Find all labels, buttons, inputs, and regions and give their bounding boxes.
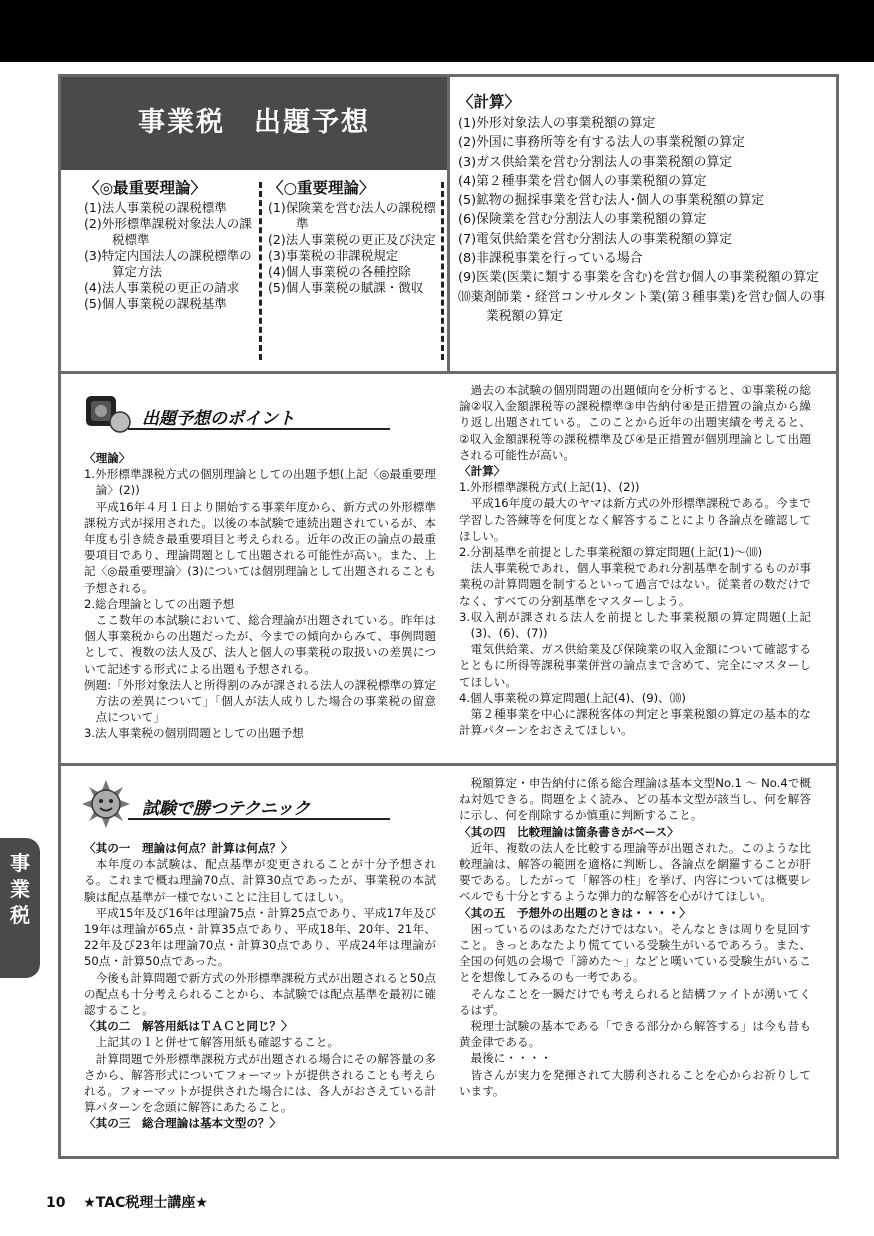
list-item: (3)ガス供給業を営む分割法人の事業税額の算定 bbox=[458, 154, 733, 170]
paragraph: 電気供給業、ガス供給業及び保険業の収入金額について確認するとともに所得等課税事業併営の論点まで含めて、完全にマスターしてほしい。 bbox=[459, 642, 811, 689]
paragraph: 最後に・・・・ bbox=[470, 1051, 552, 1066]
list-item: (5)個人事業税の賦課・徴収 bbox=[268, 280, 424, 295]
list-item: (5)鉱物の掘採事業を営む法人･個人の事業税額の算定 bbox=[458, 193, 765, 209]
section-divider-middle bbox=[58, 763, 839, 766]
top-black-bar bbox=[0, 0, 874, 62]
paragraph: 上記其の１と併せて解答用紙も確認すること。 bbox=[95, 1035, 340, 1050]
paragraph: 3.法人事業税の個別問題としての出題予想 bbox=[84, 726, 304, 741]
list-item: (7)電気供給業を営む分割法人の事業税額の算定 bbox=[458, 231, 733, 247]
paragraph: 第２種事業を中心に課税客体の判定と事業税額の算定の基本的な計算パターンをおさえてほしい。 bbox=[459, 707, 811, 738]
paragraph: 4.個人事業税の算定問題(上記(4)、(9)、⑽) bbox=[459, 690, 686, 705]
paragraph: 平成16年４月１日より開始する事業年度から、新方式の外形標準課税方式が採用された。以後の本試験で連続出題されているが、本年度も引き続き最重要項目と考えられる。近年の改正の論点の最重要項目であり、理論問題として出題される可能性が高い。また、上記〈◎最重要理論〉(3)については個別理論として出題されることも予想される。 bbox=[84, 499, 436, 595]
paragraph: ここ数年の本試験において、総合理論が出題されている。昨年は個人事業税からの出題だったが、今までの傾向からみて、事例問題として、複数の法人及び、法人と個人の事業税の取扱いの差異について記述する形式による出題も予想される。 bbox=[84, 613, 436, 676]
technique-right-column bbox=[459, 775, 811, 1099]
list-item: (1)法人事業税の課税標準 bbox=[84, 200, 227, 215]
most-important-heading: 〈◎最重要理論〉 bbox=[84, 179, 207, 197]
page-number: 10 bbox=[46, 1195, 66, 1211]
calc-heading: 〈計算〉 bbox=[458, 93, 521, 111]
paragraph: そんなことを一瞬だけでも考えられると結構ファイトが湧いてくるはず。 bbox=[459, 986, 811, 1017]
paragraph: 今後も計算問題で新方式の外形標準課税方式が出題されると50点の配点も十分考えられることから、本試験では配点基準を最初に確認すること。 bbox=[84, 970, 436, 1018]
list-item: (4)法人事業税の更正の請求 bbox=[84, 280, 240, 295]
technique-left-column bbox=[84, 840, 436, 1132]
list-item: (3)事業税の非課税規定 bbox=[268, 248, 399, 263]
subheading: 〈其の一 理論は何点？計算は何点？〉 bbox=[84, 841, 293, 855]
technique-heading-block bbox=[82, 782, 402, 832]
most-important-list bbox=[84, 200, 254, 312]
paragraph: 困っているのはあなただけではない。そんなときは周りを見回すこと。きっとあなたより慌てている受験生がいるであろう。また、全国の何処の会場で「諦めた～」などと嘆いている受験生がいることを想像してみるのも一考である。 bbox=[459, 921, 811, 985]
camera-icon bbox=[82, 392, 134, 436]
most-important-theory-block bbox=[84, 178, 254, 312]
paragraph: 1.外形標準課税方式(上記(1)、(2)) bbox=[459, 480, 640, 495]
paragraph: 1.外形標準課税方式の個別理論としての出題予想(上記〈◎最重要理論〉(2)) bbox=[84, 467, 436, 498]
dashed-divider-1 bbox=[259, 182, 262, 360]
paragraph: 税理士試験の基本である「できる部分から解答する」は今も昔も黄金律である。 bbox=[459, 1019, 811, 1050]
subheading: 〈其の三 総合理論は基本文型の？〉 bbox=[84, 1116, 282, 1131]
list-item: (6)保険業を営む分割法人の事業税額の算定 bbox=[458, 212, 707, 228]
paragraph: 近年、複数の法人を比較する理論等が出題された。このような比較理論は、解答の範囲を適格に判断し、各論点を網羅することが肝要である。したがって「解答の柱」を挙げ、内容については概要レベルでも十分とするような弾力的な解答を心がけてほしい。 bbox=[459, 840, 811, 904]
page-footer bbox=[46, 1192, 208, 1212]
paragraph: 計算問題で外形標準課税方式が出題される場合にその解答量の多さから、解答形式についてフォーマットが提供されることも考えられる。フォーマットが提供された場合には、各人がおさえている計算パターンを念頭に解答にあたること。 bbox=[84, 1051, 436, 1115]
list-item: (9)医業(医業に類する事業を含む)を営む個人の事業税額の算定 bbox=[458, 270, 819, 286]
dashed-divider-2 bbox=[441, 182, 444, 360]
subheading: 〈其の二 解答用紙はＴＡＣと同じ？〉 bbox=[84, 1019, 293, 1034]
list-item: ⑽薬剤師業・経営コンサルタント業(第３種事業)を営む個人の事業税額の算定 bbox=[458, 289, 826, 324]
technique-heading: 試験で勝つテクニック bbox=[142, 799, 311, 819]
paragraph: 税額算定・申告納付に係る総合理論は基本文型No.1 ～ No.4で概ね対処できる。問題をよく読み、どの基本文型が該当し、何を解答に示し、何を削除するか慎重に判断すること。 bbox=[459, 776, 811, 823]
important-list bbox=[268, 200, 440, 296]
paragraph: 平成15年及び16年は理論75点・計算25点であり、平成17年及び19年は理論が65点・計算35点であり、平成18年、20年、21年、22年及び23年は理論70点・計算30点であり、平成24年は理論が50点・計算50点であった。 bbox=[84, 905, 437, 969]
list-item: (4)第２種事業を営む個人の事業税額の算定 bbox=[458, 173, 707, 189]
paragraph: 本年度の本試験は、配点基準が変更されることが十分予想される。これまで概ね理論70点、計算30点であったが、事業税の本試験は配点基準が一様でないことに注目してほしい。 bbox=[84, 857, 436, 904]
paragraph: 例題:「外形対象法人と所得割のみが課される法人の課税標準の算定方法の差異について」「個人が法人成りした場合の事業税の留意点について」 bbox=[84, 677, 436, 725]
points-heading-block bbox=[82, 392, 402, 442]
subheading: 〈理論〉 bbox=[84, 451, 131, 465]
list-item: (1)外形対象法人の事業税額の算定 bbox=[458, 116, 656, 131]
subheading: 〈計算〉 bbox=[459, 464, 506, 479]
list-item: (8)非課税事業を行っている場合 bbox=[458, 251, 643, 267]
paragraph: 2.総合理論としての出題予想 bbox=[84, 596, 235, 611]
footer-brand: ★TAC税理士講座★ bbox=[83, 1195, 208, 1211]
calc-block bbox=[458, 92, 826, 326]
subheading: 〈其の四 比較理論は箇条書きがベース〉 bbox=[459, 824, 679, 839]
points-heading: 出題予想のポイント bbox=[142, 409, 295, 429]
paragraph: 皆さんが実力を発揮されて大勝利されることを心からお祈りしています。 bbox=[459, 1067, 811, 1098]
list-item: (2)外国に事務所等を有する法人の事業税額の算定 bbox=[458, 135, 745, 151]
top-column-divider bbox=[447, 74, 450, 371]
subheading: 〈其の五 予想外の出題のときは・・・・〉 bbox=[459, 905, 691, 920]
section-divider-top bbox=[58, 371, 839, 374]
list-item: (2)法人事業税の更正及び決定 bbox=[268, 232, 436, 247]
paragraph: 過去の本試験の個別問題の出題傾向を分析すると、①事業税の総論②収入金額課税等の課税標準③申告納付④是正措置の論点から繰り返し出題されている。このことから近年の出題実績を考えると、②収入金額課税等の課税標準及び④是正措置が個別理論として出題される可能性が高い。 bbox=[459, 383, 811, 462]
important-theory-block bbox=[268, 178, 440, 296]
side-chapter-label: 事業税 bbox=[10, 851, 30, 927]
paragraph: 法人事業税であれ、個人事業税であれ分割基準を制するものが事業税の計算問題を制するといって過言ではない。従業者の数だけでなく、すべての分割基準をマスターしよう。 bbox=[459, 561, 811, 608]
list-item: (4)個人事業税の各種控除 bbox=[268, 264, 411, 279]
sun-face-icon bbox=[82, 780, 134, 830]
paragraph: 2.分割基準を前提とした事業税額の算定問題(上記(1)～⑽) bbox=[459, 545, 763, 560]
list-item: (5)個人事業税の課税基準 bbox=[84, 296, 227, 311]
calc-list bbox=[458, 114, 826, 326]
page-title: 事業税 出題予想 bbox=[138, 107, 370, 138]
paragraph: 3.収入割が課される法人を前提とした事業税額の算定問題(上記(3)、(6)、(7)) bbox=[459, 609, 811, 641]
points-right-column bbox=[459, 382, 811, 738]
list-item: (2)外形標準課税対象法人の課税標準 bbox=[84, 216, 252, 247]
paragraph: 平成16年度の最大のヤマは新方式の外形標準課税である。今まで学習した答練等を何度となく解答することにより各論点を確認してほしい。 bbox=[459, 496, 811, 543]
list-item: (3)特定内国法人の課税標準の算定方法 bbox=[84, 248, 252, 279]
points-left-column bbox=[84, 450, 436, 742]
list-item: (1)保険業を営む法人の課税標準 bbox=[268, 200, 436, 231]
important-heading: 〈○重要理論〉 bbox=[268, 179, 375, 197]
